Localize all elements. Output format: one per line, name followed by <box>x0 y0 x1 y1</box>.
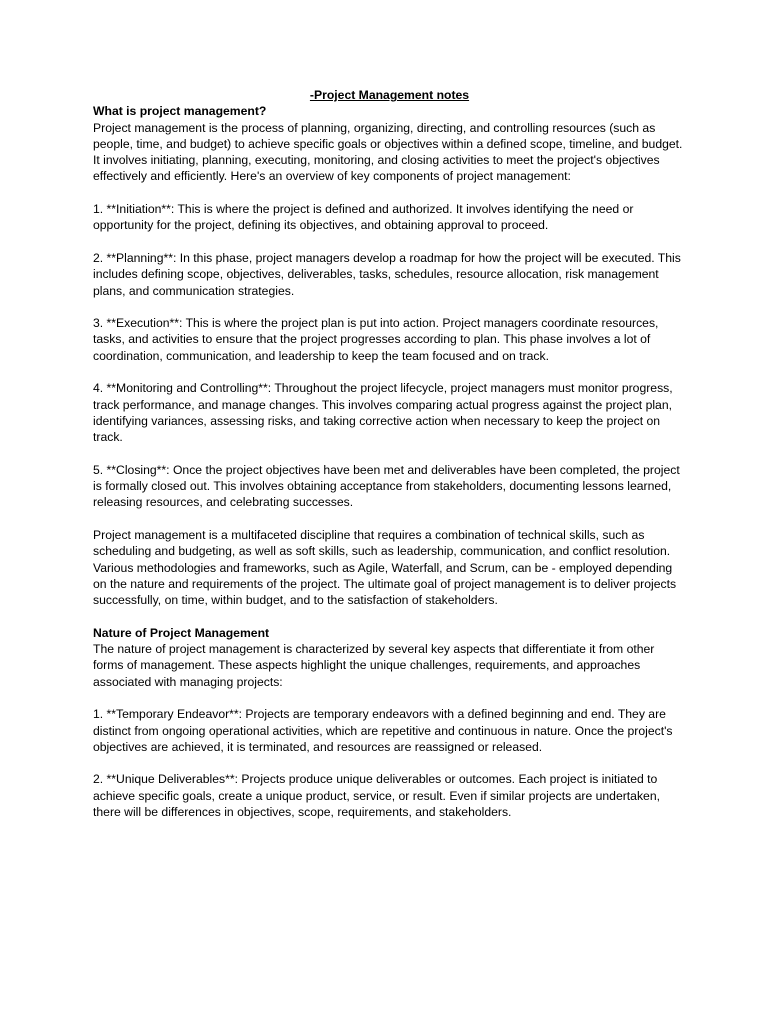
section-heading-nature-of-pm: Nature of Project Management <box>93 625 270 640</box>
list-item-temporary-endeavor: 1. **Temporary Endeavor**: Projects are temporary endeavors with a defined beginning and end. They are distinct from ongoing operational activities, which are repetitive and continuous in nature. Once the project's objectives are achieved, it is terminated, and resources are reassigned or released. <box>93 707 673 754</box>
list-item-unique-deliverables: 2. **Unique Deliverables**: Projects produce unique deliverables or outcomes. Each project is initiated to achieve specific goals, create a unique product, service, or result. Even if similar projects are undertaken, there will be differences in objectives, scope, requirements, and stakeholders. <box>93 772 660 820</box>
list-item-monitoring: 4. **Monitoring and Controlling**: Throughout the project lifecycle, project managers must monitor progress, track performance, and manage changes. This involves comparing actual progress against the project plan, identifying variances, assessing risks, and taking corrective action when necessary to keep the project on track. <box>93 381 673 445</box>
paragraph-spacer <box>93 234 683 250</box>
list-item-closing: 5. **Closing**: Once the project objectives have been met and deliverables have been completed, the project is formally closed out. This involves obtaining acceptance from stakeholders, documenting lessons learned, releasing resources, and celebrating successes. <box>93 462 680 510</box>
paragraph-spacer <box>93 446 683 462</box>
paragraph-spacer <box>93 185 683 201</box>
paragraph-spacer <box>93 609 683 625</box>
section-intro-paragraph: The nature of project management is characterized by several key aspects that differentiate it from other forms of management. These aspects highlight the unique challenges, requirements, and approaches associated with managing projects: <box>93 642 655 689</box>
document-body <box>93 87 683 820</box>
page-title: -Project Management notes <box>309 88 470 102</box>
summary-paragraph: Project management is a multifaceted discipline that requires a combination of technical skills, such as scheduling and budgeting, as well as soft skills, such as leadership, communication, and conflict resolution. Various methodologies and frameworks, such as Agile, Waterfall, and Scrum, can be - employed depending on the nature and requirements of the project. The ultimate goal of project management is to deliver projects successfully, on time, within budget, and to the satisfaction of stakeholders. <box>93 528 677 608</box>
paragraph-spacer <box>93 299 683 315</box>
list-item-planning: 2. **Planning**: In this phase, project managers develop a roadmap for how the project will be executed. This includes defining scope, objectives, deliverables, tasks, schedules, resource allocation, risk management plans, and communication strategies. <box>93 250 681 298</box>
paragraph-spacer <box>93 364 683 380</box>
paragraph-spacer <box>93 690 683 706</box>
paragraph-spacer <box>93 511 683 527</box>
list-item-initiation: 1. **Initiation**: This is where the project is defined and authorized. It involves identifying the need or opportunity for the project, defining its objectives, and obtaining approval to proceed. <box>93 202 634 233</box>
section-intro-paragraph: Project management is the process of planning, organizing, directing, and controlling resources (such as people, time, and budget) to achieve specific goals or objectives within a defined scope, timeline, and budget. It involves initiating, planning, executing, monitoring, and closing activities to meet the project's objectives effectively and efficiently. Here's an overview of key components of project management: <box>93 120 683 184</box>
paragraph-spacer <box>93 755 683 771</box>
list-item-execution: 3. **Execution**: This is where the project plan is put into action. Project managers coordinate resources, tasks, and activities to ensure that the project progresses according to plan. This phase involves a lot of coordination, communication, and leadership to keep the team focused and on track. <box>93 316 659 363</box>
section-heading-what-is-pm: What is project management? <box>93 104 267 119</box>
